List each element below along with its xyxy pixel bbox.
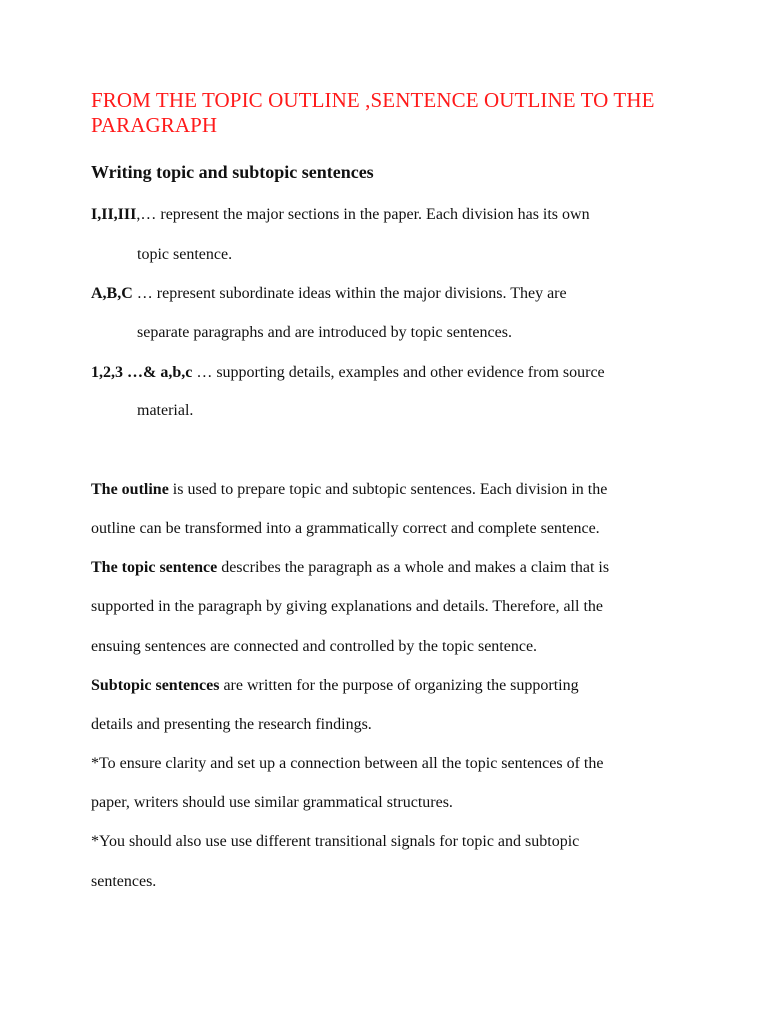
note-1-line-2: paper, writers should use similar grammatical structures.	[91, 794, 453, 811]
note-2-line-2: sentences.	[91, 873, 157, 890]
note-1-line-1: *To ensure clarity and set up a connection between all the topic sentences of the	[91, 755, 604, 772]
paragraph-subtopic-line-2: details and presenting the research findings.	[91, 716, 372, 733]
outline-item-letters	[91, 285, 567, 303]
paragraph-topic-line-2: supported in the paragraph by giving explanations and details. Therefore, all the	[91, 598, 603, 615]
outline-item-roman	[91, 206, 590, 224]
outline-label: A,B,C	[91, 285, 133, 302]
outline-item-numbers	[91, 364, 605, 382]
outline-item-letters-continuation: separate paragraphs and are introduced by topic sentences.	[137, 324, 512, 341]
paragraph-term: The outline	[91, 481, 169, 498]
paragraph-outline-line-1	[91, 481, 607, 499]
paragraph-term: The topic sentence	[91, 559, 218, 576]
paragraph-topic-line-3: ensuing sentences are connected and controlled by the topic sentence.	[91, 638, 538, 655]
outline-text: … represent subordinate ideas within the major divisions. They are	[132, 285, 567, 302]
outline-label: 1,2,3 …& a,b,c	[91, 364, 193, 381]
section-heading: Writing topic and subtopic sentences	[91, 162, 374, 182]
note-2-line-1: *You should also use use different transitional signals for topic and subtopic	[91, 833, 580, 850]
outline-text: … supporting details, examples and other evidence from source	[192, 364, 605, 381]
document-title: FROM THE TOPIC OUTLINE ,SENTENCE OUTLINE TO THE PARAGRAPH	[91, 88, 655, 137]
paragraph-subtopic-line-1	[91, 677, 579, 695]
paragraph-topic-line-1	[91, 559, 609, 577]
outline-item-numbers-continuation: material.	[137, 402, 194, 419]
outline-label: I,II,III	[91, 206, 137, 223]
outline-item-roman-continuation: topic sentence.	[137, 246, 233, 263]
paragraph-term: Subtopic sentences	[91, 677, 220, 694]
paragraph-text: is used to prepare topic and subtopic sentences. Each division in the	[168, 481, 608, 498]
paragraph-outline-line-2: outline can be transformed into a grammatically correct and complete sentence.	[91, 520, 600, 537]
paragraph-text: describes the paragraph as a whole and makes a claim that is	[217, 559, 610, 576]
outline-text: ,… represent the major sections in the paper. Each division has its own	[136, 206, 590, 223]
paragraph-text: are written for the purpose of organizing the supporting	[219, 677, 579, 694]
